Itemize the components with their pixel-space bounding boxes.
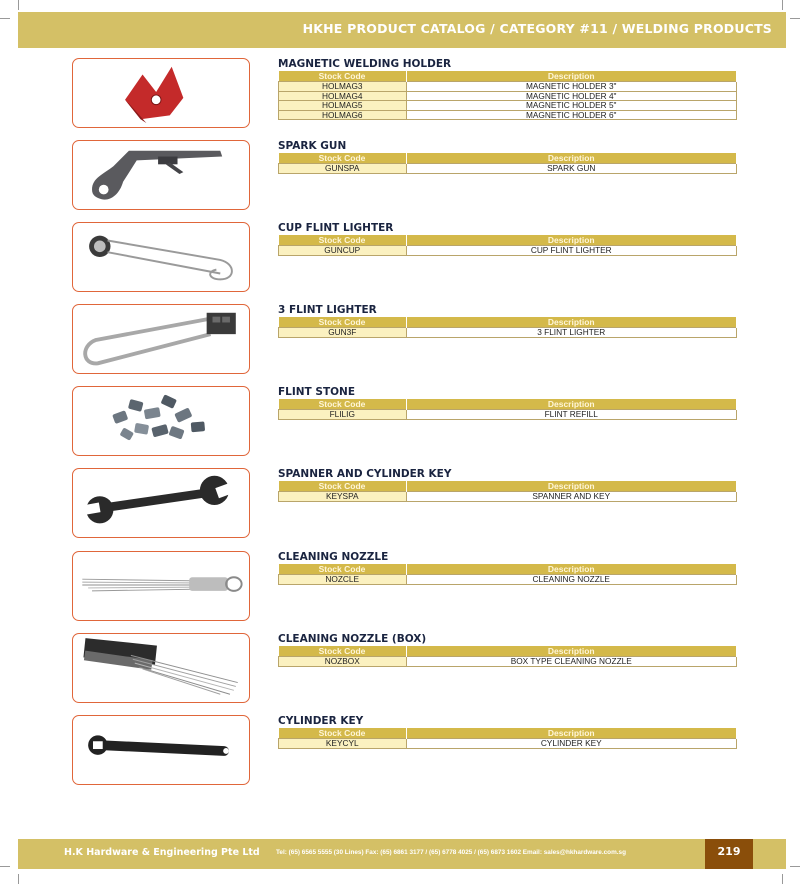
crop-mark	[0, 866, 10, 867]
table-row	[279, 328, 737, 338]
description-cell: SPARK GUN	[406, 164, 737, 174]
stock-code-header: Stock Code	[279, 153, 407, 164]
description-cell: MAGNETIC HOLDER 5"	[406, 101, 737, 111]
product-title: MAGNETIC WELDING HOLDER	[278, 58, 452, 70]
description-cell: FLINT REFILL	[406, 410, 737, 420]
product-spanner-and-cylinder-key	[0, 468, 800, 550]
stock-code-header: Stock Code	[279, 317, 407, 328]
product-image-frame	[72, 140, 250, 210]
stock-code-header: Stock Code	[279, 564, 407, 575]
description-cell: SPANNER AND KEY	[406, 492, 737, 502]
description-header: Description	[406, 399, 737, 410]
description-header: Description	[406, 71, 737, 82]
crop-mark	[790, 18, 800, 19]
product-3-flint-lighter	[0, 304, 800, 386]
cleaning-nozzle-icon	[73, 552, 249, 620]
crop-mark	[782, 0, 783, 10]
product-magnetic-welding-holder	[0, 58, 800, 140]
product-flint-stone	[0, 386, 800, 468]
cylinder-key-icon	[73, 716, 249, 784]
spanner-icon	[73, 469, 249, 537]
product-image-frame	[72, 551, 250, 621]
table-row	[279, 575, 737, 585]
product-image-frame	[72, 633, 250, 703]
stock-code-header: Stock Code	[279, 235, 407, 246]
spec-table	[278, 317, 737, 338]
spark-gun-icon	[73, 141, 249, 209]
product-image-frame	[72, 222, 250, 292]
description-header: Description	[406, 728, 737, 739]
table-row	[279, 739, 737, 749]
stock-code-cell: KEYCYL	[279, 739, 407, 749]
product-title: CYLINDER KEY	[278, 715, 364, 727]
three-flint-lighter-icon	[73, 305, 249, 373]
stock-code-cell: NOZBOX	[279, 657, 407, 667]
product-cleaning-nozzle-box	[0, 633, 800, 715]
spec-table	[278, 481, 737, 502]
product-image-frame	[72, 468, 250, 538]
description-cell: 3 FLINT LIGHTER	[406, 328, 737, 338]
table-row	[279, 492, 737, 502]
description-cell: CLEANING NOZZLE	[406, 575, 737, 585]
stock-code-cell: NOZCLE	[279, 575, 407, 585]
cleaning-nozzle-box-icon	[73, 634, 249, 702]
stock-code-cell: FLILIG	[279, 410, 407, 420]
product-title: 3 FLINT LIGHTER	[278, 304, 377, 316]
stock-code-header: Stock Code	[279, 646, 407, 657]
stock-code-cell: HOLMAG4	[279, 91, 407, 101]
spec-table	[278, 71, 737, 120]
description-cell: CUP FLINT LIGHTER	[406, 246, 737, 256]
crop-mark	[18, 0, 19, 10]
table-row	[279, 101, 737, 111]
spec-table	[278, 153, 737, 174]
description-header: Description	[406, 317, 737, 328]
description-cell: MAGNETIC HOLDER 4"	[406, 91, 737, 101]
table-row	[279, 164, 737, 174]
description-cell: MAGNETIC HOLDER 6"	[406, 110, 737, 120]
stock-code-cell: GUNSPA	[279, 164, 407, 174]
page-number: 219	[705, 839, 753, 869]
cup-flint-lighter-icon	[73, 223, 249, 291]
description-cell: CYLINDER KEY	[406, 739, 737, 749]
crop-mark	[0, 18, 10, 19]
product-title: CLEANING NOZZLE	[278, 551, 389, 563]
table-row	[279, 657, 737, 667]
description-header: Description	[406, 564, 737, 575]
stock-code-cell: HOLMAG6	[279, 110, 407, 120]
description-header: Description	[406, 153, 737, 164]
product-cup-flint-lighter	[0, 222, 800, 304]
product-title: CUP FLINT LIGHTER	[278, 222, 394, 234]
product-image-frame	[72, 58, 250, 128]
table-row	[279, 110, 737, 120]
product-cylinder-key	[0, 715, 800, 797]
footer-bar	[18, 839, 786, 869]
table-row	[279, 410, 737, 420]
table-row	[279, 82, 737, 92]
product-image-frame	[72, 304, 250, 374]
stock-code-cell: HOLMAG5	[279, 101, 407, 111]
product-image-frame	[72, 715, 250, 785]
product-title: SPARK GUN	[278, 140, 347, 152]
product-title: CLEANING NOZZLE (BOX)	[278, 633, 427, 645]
stock-code-cell: GUNCUP	[279, 246, 407, 256]
spec-table	[278, 564, 737, 585]
crop-mark	[790, 866, 800, 867]
spec-table	[278, 399, 737, 420]
stock-code-header: Stock Code	[279, 399, 407, 410]
product-cleaning-nozzle	[0, 551, 800, 633]
crop-mark	[18, 874, 19, 884]
product-title: FLINT STONE	[278, 386, 355, 398]
magnetic-holder-icon	[73, 59, 249, 127]
description-header: Description	[406, 481, 737, 492]
stock-code-cell: KEYSPA	[279, 492, 407, 502]
stock-code-header: Stock Code	[279, 728, 407, 739]
contact-info: Tel: (65) 6565 5555 (30 Lines) Fax: (65) 6861 3177 / (65) 6778 4025 / (65) 6873 1602 Email: sales@hkhardware.com.sg	[276, 849, 626, 856]
stock-code-cell: GUN3F	[279, 328, 407, 338]
description-cell: BOX TYPE CLEANING NOZZLE	[406, 657, 737, 667]
spec-table	[278, 235, 737, 256]
description-header: Description	[406, 646, 737, 657]
spec-table	[278, 728, 737, 749]
table-row	[279, 246, 737, 256]
description-cell: MAGNETIC HOLDER 3"	[406, 82, 737, 92]
product-spark-gun	[0, 140, 800, 222]
page-title: HKHE PRODUCT CATALOG / CATEGORY #11 / WELDING PRODUCTS	[302, 21, 772, 36]
flint-stone-icon	[73, 387, 249, 455]
header-bar	[18, 12, 786, 48]
stock-code-header: Stock Code	[279, 481, 407, 492]
product-image-frame	[72, 386, 250, 456]
product-title: SPANNER AND CYLINDER KEY	[278, 468, 452, 480]
description-header: Description	[406, 235, 737, 246]
stock-code-header: Stock Code	[279, 71, 407, 82]
company-name: H.K Hardware & Engineering Pte Ltd	[64, 847, 260, 858]
crop-mark	[782, 874, 783, 884]
stock-code-cell: HOLMAG3	[279, 82, 407, 92]
spec-table	[278, 646, 737, 667]
